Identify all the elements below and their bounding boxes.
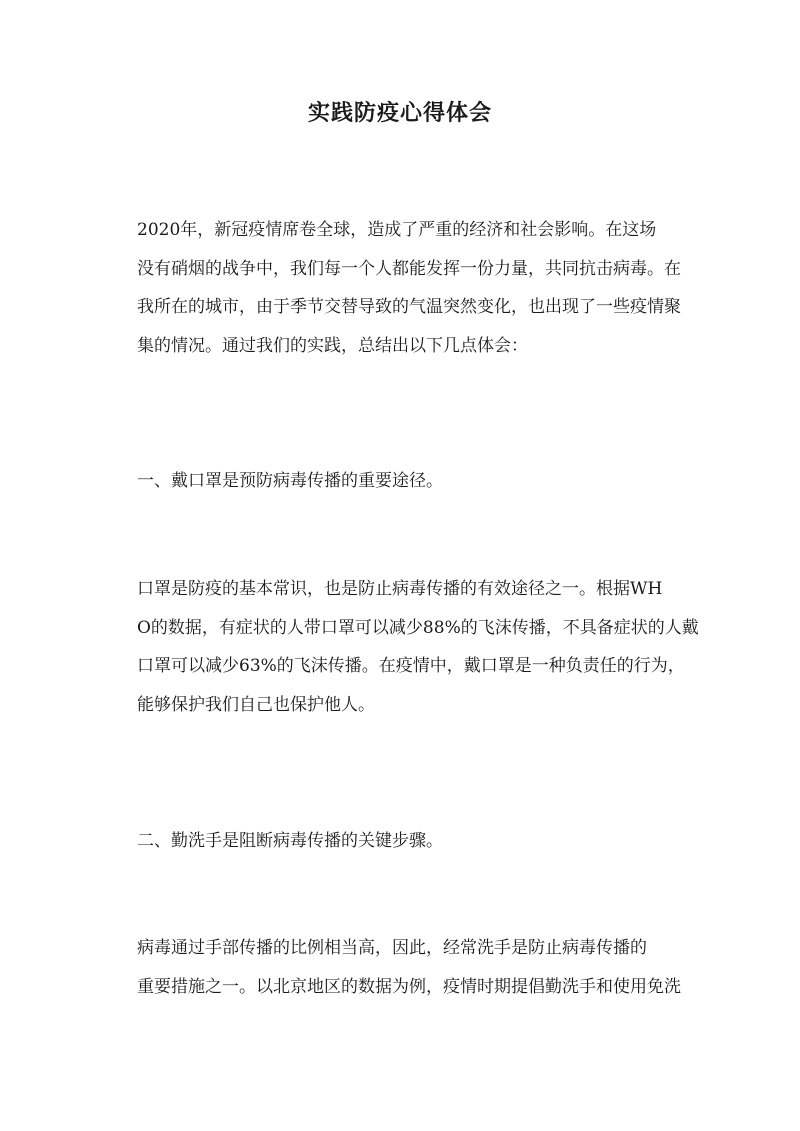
paragraph-line: 口罩可以减少63%的飞沫传播。在疫情中，戴口罩是一种负责任的行为， <box>137 656 685 676</box>
paragraph-line: 病毒通过手部传播的比例相当高，因此，经常洗手是防止病毒传播的 <box>137 938 647 958</box>
paragraph-line: O的数据，有症状的人带口罩可以减少88%的飞沫传播，不具备症状的人戴 <box>137 617 699 638</box>
document-title: 实践防疫心得体会 <box>307 100 492 126</box>
paragraph-line: 没有硝烟的战争中，我们每一个人都能发挥一份力量，共同抗击病毒。在 <box>137 258 681 279</box>
paragraph-line: 集的情况。通过我们的实践，总结出以下几点体会： <box>137 335 528 356</box>
paragraph-3 <box>137 929 700 1006</box>
paragraph-2 <box>137 570 700 724</box>
paragraph-line: 能够保护我们自己也保护他人。 <box>137 694 375 715</box>
paragraph-line: 我所在的城市，由于季节交替导致的气温突然变化，也出现了一些疫情聚 <box>137 297 681 317</box>
section-heading-1: 一、戴口罩是预防病毒传播的重要途径。 <box>137 471 443 491</box>
paragraph-line: 口罩是防疫的基本常识，也是防止病毒传播的有效途径之一。根据WH <box>137 579 663 599</box>
paragraph-line: 2020年，新冠疫情席卷全球，造成了严重的经济和社会影响。在这场 <box>137 220 657 240</box>
paragraph-line: 重要措施之一。以北京地区的数据为例，疫情时期提倡勤洗手和使用免洗 <box>137 976 681 997</box>
section-heading-2: 二、勤洗手是阻断病毒传播的关键步骤。 <box>137 831 443 851</box>
paragraph-1 <box>137 211 700 365</box>
